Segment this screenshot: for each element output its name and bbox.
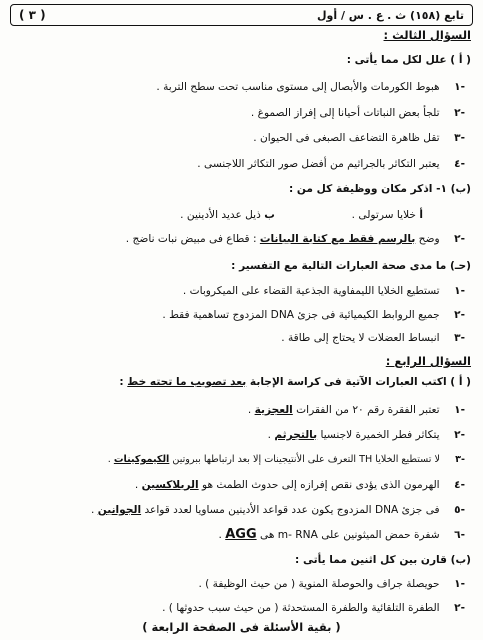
item-text: يتكاثر فطر الخميرة لاجنسيا bbox=[317, 429, 440, 441]
item-number: -٢ bbox=[454, 429, 465, 441]
label-text: : bbox=[119, 376, 128, 388]
item-number: -١ bbox=[454, 578, 465, 590]
item-text: انبساط العضلات لا يحتاج إلى طاقة . bbox=[281, 332, 440, 344]
q4-a-item-5 bbox=[12, 503, 465, 517]
q4-a-item-2 bbox=[12, 428, 465, 442]
item-number: -١ bbox=[454, 81, 465, 93]
item-number: -٣ bbox=[454, 332, 465, 344]
item-number: -٢ bbox=[454, 107, 465, 119]
q4-a-label bbox=[12, 375, 471, 389]
q4-b-item-2 bbox=[12, 601, 465, 615]
q3-a-item-4 bbox=[12, 157, 465, 171]
item-text: . bbox=[134, 479, 142, 491]
label-text: ( أ ) اكتب العبارات الآتية فى كراسة الإجابة bbox=[246, 376, 471, 388]
q4-a-item-1 bbox=[12, 403, 465, 417]
item-text: تقل ظاهرة التضاعف الصبغى فى الحيوان . bbox=[253, 132, 440, 144]
option-letter: أ bbox=[419, 209, 423, 221]
underlined-text: الريلاكسين bbox=[141, 479, 199, 491]
item-text: : قطاع فى مبيض نبات ناضج . bbox=[125, 233, 260, 245]
item-text: . bbox=[267, 429, 275, 441]
underlined-text: العجزية bbox=[254, 404, 293, 416]
page-footer: ( بقية الأسئلة فى الصفحة الرابعة ) bbox=[142, 620, 341, 634]
option-text: خلايا سرتولى . bbox=[351, 209, 416, 221]
item-number: -٤ bbox=[454, 158, 465, 170]
q3-a-item-1 bbox=[12, 80, 465, 94]
item-number: -٣ bbox=[455, 454, 465, 465]
underlined-text: بالتجرثم bbox=[274, 429, 318, 441]
q3-title: السؤال الثالث : bbox=[383, 28, 471, 42]
page-header bbox=[10, 4, 473, 26]
q3-b-item-2 bbox=[12, 232, 465, 246]
item-number: -٢ bbox=[454, 602, 465, 614]
q4-title: السؤال الرابع : bbox=[385, 354, 471, 368]
item-text: تعتبر الفقرة رقم ٢٠ من الفقرات bbox=[292, 404, 440, 416]
item-text: هبوط الكورمات والأبصال إلى مستوى مناسب تحت سطح التربة . bbox=[156, 81, 440, 93]
q3-c-item-3 bbox=[12, 331, 465, 345]
item-number: -٤ bbox=[454, 479, 465, 491]
q4-a-item-3 bbox=[12, 453, 465, 467]
item-text: شفرة حمض الميثونين على m- RNA هى bbox=[256, 529, 440, 541]
q4-b-label: (ب) قارن بين كل اثنين مما يأتى : bbox=[295, 554, 471, 566]
item-text: تلجأ بعض النباتات أحيانا إلى إفراز الصموغ . bbox=[250, 107, 440, 119]
underlined-text: الكيموكينات bbox=[113, 454, 170, 465]
q4-a-item-6 bbox=[12, 528, 465, 542]
q3-b-options bbox=[12, 208, 423, 222]
item-text: . bbox=[218, 529, 226, 541]
underlined-text: بالرسم فقط مع كتابة البيانات bbox=[259, 233, 416, 245]
item-text: الهرمون الذى يؤدى نقص إفرازه إلى حدوث الطمث هو bbox=[198, 479, 440, 491]
q3-c-item-1 bbox=[12, 284, 465, 298]
item-text: . bbox=[107, 454, 114, 465]
item-number: -٢ bbox=[454, 233, 465, 245]
header-title: تابع (١٥٨) ث . ع . س / أول bbox=[316, 8, 464, 22]
q3-a-label: ( أ ) علل لكل مما يأتى : bbox=[346, 54, 471, 66]
item-text: حويصلة جراف والحوصلة المنوية ( من حيث الوظيفة ) . bbox=[198, 578, 440, 590]
item-number: -٥ bbox=[454, 504, 465, 516]
item-text: جميع الروابط الكيميائية فى جزئ DNA المزدوج تساهمية فقط . bbox=[162, 309, 440, 321]
item-text: الطفرة التلقائية والطفرة المستحدثة ( من حيث سبب حدوثها ) . bbox=[162, 602, 440, 614]
q3-c-item-2 bbox=[12, 308, 465, 322]
item-text: وضح bbox=[415, 233, 440, 245]
option-letter: ب bbox=[264, 209, 275, 221]
item-text: يعتبر التكاثر بالجراثيم من أفضل صور التكاثر اللاجنسى . bbox=[197, 158, 440, 170]
item-text: . bbox=[247, 404, 255, 416]
q3-c-label: (حـ) ما مدى صحة العبارات التالية مع التفسير : bbox=[231, 260, 471, 272]
q3-a-item-3 bbox=[12, 131, 465, 145]
underlined-text: الجوانين bbox=[97, 504, 142, 516]
item-text: تستطيع الخلايا الليمفاوية الجذعية القضاء على الميكروبات . bbox=[182, 285, 440, 297]
option-text: ذيل عديد الأدينين . bbox=[180, 209, 261, 221]
item-number: -١ bbox=[454, 285, 465, 297]
page-number: ( ٣ ) bbox=[19, 8, 46, 22]
item-number: -١ bbox=[454, 404, 465, 416]
q3-b-label: (ب) ١- اذكر مكان ووظيفة كل من : bbox=[288, 183, 471, 195]
item-text: فى جزئ DNA المزدوج يكون عدد قواعد الأدينين مساويا لعدد قواعد bbox=[141, 504, 440, 516]
item-text: . bbox=[90, 504, 98, 516]
q3-a-item-2 bbox=[12, 106, 465, 120]
underlined-text: AGG bbox=[225, 527, 257, 542]
item-text: لا تستطيع الخلايا TH التعرف على الأنتيجينات إلا بعد ارتباطها ببروتين bbox=[169, 454, 440, 465]
q4-a-item-4 bbox=[12, 478, 465, 492]
underlined-text: بعد تصويب ما تحته خط bbox=[127, 376, 247, 388]
item-number: -٣ bbox=[454, 132, 465, 144]
item-number: -٢ bbox=[454, 309, 465, 321]
q4-b-item-1 bbox=[12, 577, 465, 591]
item-number: -٦ bbox=[454, 529, 465, 541]
